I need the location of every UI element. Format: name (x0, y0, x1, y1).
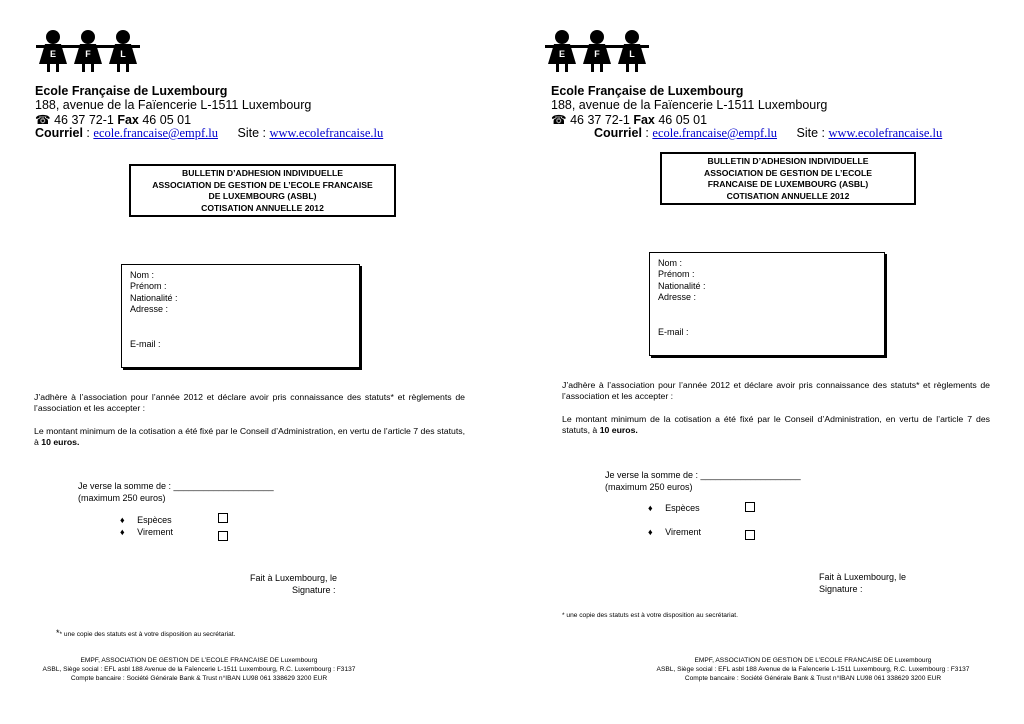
footer-line: Compte bancaire : Société Générale Bank & Trust n°IBAN LU98 061 338629 3200 EUR (684, 675, 942, 682)
virement-checkbox[interactable] (745, 530, 755, 540)
field-prenom: Prénom : (130, 281, 167, 292)
logo-letter-f: F (85, 49, 91, 59)
email-link[interactable]: ecole.francaise@empf.lu (652, 126, 778, 140)
montant-paragraph (34, 426, 465, 448)
email-label: Courriel (35, 126, 83, 140)
email-separator: : (86, 126, 90, 140)
signature-label: Signature : (292, 585, 336, 595)
bullet-icon: ♦ (648, 527, 653, 537)
option-especes (120, 515, 172, 525)
option-especes (648, 503, 700, 513)
form-title-line: COTISATION ANNUELLE 2012 (726, 190, 850, 201)
footer-line: ASBL, Siège social : EFL asbl 188 Avenue de la Faïencerie L-1511 Luxembourg, R.C. Luxembourg : F3137 (656, 666, 970, 673)
telephone-icon: ☎ (551, 113, 567, 127)
field-prenom: Prénom : (658, 269, 695, 280)
email-separator: : (645, 126, 649, 140)
fax-number: 46 05 01 (658, 113, 708, 127)
option-label: Virement (665, 527, 701, 537)
statuts-footnote: * une copie des statuts est à votre disposition au secrétariat. (562, 612, 738, 619)
footer-line: Compte bancaire : Société Générale Bank & Trust n°IBAN LU98 061 338629 3200 EUR (70, 675, 328, 682)
versement-max: (maximum 250 euros) (78, 492, 166, 503)
montant-amount: 10 euros. (41, 437, 80, 447)
versement-block (78, 481, 274, 504)
form-title-box (660, 152, 916, 205)
school-logo (545, 28, 649, 74)
field-nom: Nom : (130, 270, 155, 280)
especes-checkbox[interactable] (745, 502, 755, 512)
bullet-icon: ♦ (120, 527, 125, 537)
school-address: 188, avenue de la Faïencerie L-1511 Luxembourg (35, 98, 312, 112)
school-name: Ecole Française de Luxembourg (35, 84, 228, 98)
site-link[interactable]: www.ecolefrancaise.lu (269, 126, 384, 140)
bullet-icon: ♦ (648, 503, 653, 513)
signature-block (819, 571, 906, 595)
versement-line: Je verse la somme de : ____________________ (78, 481, 274, 491)
field-nom: Nom : (658, 258, 683, 268)
form-title-line: ASSOCIATION DE GESTION DE L’ECOLE FRANCAISE (152, 179, 373, 190)
telephone-icon: ☎ (35, 113, 51, 127)
email-label: Courriel (594, 126, 642, 140)
adhesion-paragraph: J’adhère à l’association pour l’année 2012 et déclare avoir pris connaissance des statuts* et règlements de l’association et les accepter : (34, 392, 465, 413)
identity-box[interactable] (121, 264, 360, 368)
fait-a: Fait à Luxembourg, le (819, 572, 907, 582)
identity-box[interactable] (649, 252, 885, 356)
statuts-footnote (56, 628, 235, 638)
site-label: Site : (237, 126, 267, 140)
adhesion-paragraph: J’adhère à l’association pour l’année 2012 et déclare avoir pris connaissance des statuts* et règlements de l’association et les accepter : (562, 380, 990, 401)
footer-line: ASBL, Siège social : EFL asbl 188 Avenue de la Faïencerie L-1511 Luxembourg, R.C. Luxembourg : F3137 (42, 666, 356, 673)
form-title-line: FRANCAISE DE LUXEMBOURG (ASBL) (707, 179, 869, 189)
phone-number: 46 37 72-1 (54, 113, 114, 127)
montant-paragraph (562, 414, 990, 436)
form-title-line: DE LUXEMBOURG (ASBL) (208, 191, 317, 201)
school-logo (36, 28, 140, 74)
field-nationalite: Nationalité : (130, 292, 178, 303)
montant-text: Le montant minimum de la cotisation a été fixé par le Conseil d’Administration, en vertu de l’article 7 des statuts, à (562, 414, 990, 435)
logo-letter-e: E (558, 49, 566, 59)
contact-line (35, 126, 383, 141)
field-nationalite: Nationalité : (658, 280, 706, 291)
versement-max: (maximum 250 euros) (605, 481, 693, 492)
fax-label: Fax (633, 113, 655, 127)
phone-number: 46 37 72-1 (570, 113, 630, 127)
footer-line: EMPF, ASSOCIATION DE GESTION DE L’ECOLE FRANCAISE DE Luxembourg (80, 657, 318, 664)
montant-amount: 10 euros. (599, 425, 638, 435)
field-adresse: Adresse : (658, 292, 697, 303)
form-title-line: BULLETIN D’ADHESION INDIVIDUELLE (707, 156, 869, 166)
email-link[interactable]: ecole.francaise@empf.lu (93, 126, 219, 140)
logo-letter-f: F (594, 49, 600, 59)
form-title-box (129, 164, 396, 217)
footer-line: EMPF, ASSOCIATION DE GESTION DE L’ECOLE FRANCAISE DE Luxembourg (694, 657, 932, 664)
option-virement (648, 527, 701, 537)
footnote-marker: * (56, 628, 60, 638)
signature-block (250, 572, 337, 596)
option-label: Espèces (665, 503, 700, 513)
field-adresse: Adresse : (130, 304, 169, 315)
virement-checkbox[interactable] (218, 531, 228, 541)
field-email: E-mail : (658, 326, 689, 337)
signature-label: Signature : (819, 584, 863, 594)
form-title-line: ASSOCIATION DE GESTION DE L’ECOLE (704, 167, 872, 178)
phone-line (551, 112, 707, 127)
page-footer (14, 656, 384, 683)
form-title-line: COTISATION ANNUELLE 2012 (201, 202, 324, 213)
especes-checkbox[interactable] (218, 513, 228, 523)
option-label: Virement (137, 527, 173, 537)
school-address: 188, avenue de la Faïencerie L-1511 Luxembourg (551, 98, 828, 112)
form-title-line: BULLETIN D’ADHESION INDIVIDUELLE (182, 168, 343, 178)
page-footer (628, 656, 998, 683)
logo-letter-e: E (49, 49, 57, 59)
bullet-icon: ♦ (120, 515, 125, 525)
fait-a: Fait à Luxembourg, le (250, 573, 338, 583)
logo-letter-l: L (629, 49, 635, 59)
contact-line (594, 126, 942, 141)
footnote-text: * une copie des statuts est à votre disposition au secrétariat. (59, 631, 236, 638)
option-label: Espèces (137, 515, 172, 525)
field-email: E-mail : (130, 338, 161, 349)
logo-letter-l: L (120, 49, 126, 59)
school-name: Ecole Française de Luxembourg (551, 84, 744, 98)
option-virement (120, 527, 173, 537)
site-label: Site : (796, 126, 826, 140)
montant-text: Le montant minimum de la cotisation a été fixé par le Conseil d’Administration, en vertu de l’article 7 des statuts, à (34, 426, 465, 447)
fax-number: 46 05 01 (142, 113, 192, 127)
phone-line (35, 112, 191, 127)
versement-block (605, 470, 801, 493)
fax-label: Fax (117, 113, 139, 127)
site-link[interactable]: www.ecolefrancaise.lu (828, 126, 943, 140)
versement-line: Je verse la somme de : ____________________ (605, 470, 801, 480)
